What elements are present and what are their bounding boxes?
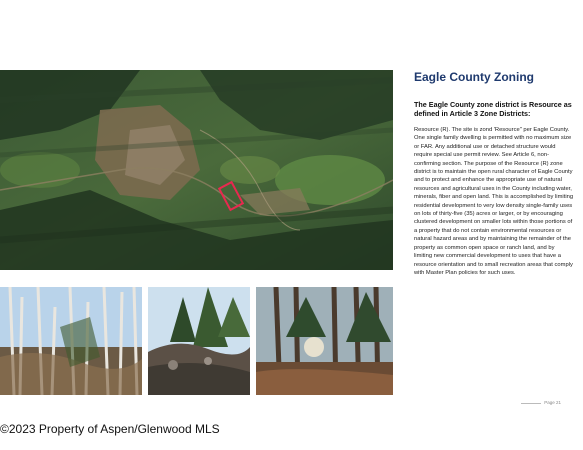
zoning-text-column [414, 70, 574, 277]
forest-sunlight-photo [256, 287, 393, 395]
copyright-notice: ©2023 Property of Aspen/Glenwood MLS [0, 422, 220, 436]
zoning-body-text: Resource (R). The site is zond 'Resource" per Eagle County. One single family dwelling is permitted with no maximum size or FAR. Any additional use or detached structure would require special use permit review. See Article 6, non-confirming section. The purpose of the Resource (R) zone district is to maintain the open rural character of Eagle County and to protect and enhance the appropriate use of natural resources and agricultural uses in the County including water, minerals, fiber and open land. This is accomplished by limiting residential development to very low density single-family uses on lots of thirty-five (35) acres or larger, or by encouraging clustered development on smaller lots within those portions of a property that do not contain environmental resources or natural hazard areas and by maintaining the remainder of the property as common open space or ranch land, and by limiting new commercial development to uses that have a resource orientation and to small recreation areas that comply with Master Plan policies for such uses. [414, 127, 574, 276]
zoning-subheading: The Eagle County zone district is Resource as defined in Article 3 Zone Districts: [414, 100, 572, 118]
aerial-map-image [0, 70, 393, 270]
page-title: Eagle County Zoning [414, 70, 534, 84]
aspen-trees-photo [0, 287, 142, 395]
page-number: Page 21 [544, 400, 561, 405]
forest-rocks-photo [148, 287, 250, 395]
brochure-page [0, 62, 583, 410]
page-number-rule [521, 403, 541, 404]
